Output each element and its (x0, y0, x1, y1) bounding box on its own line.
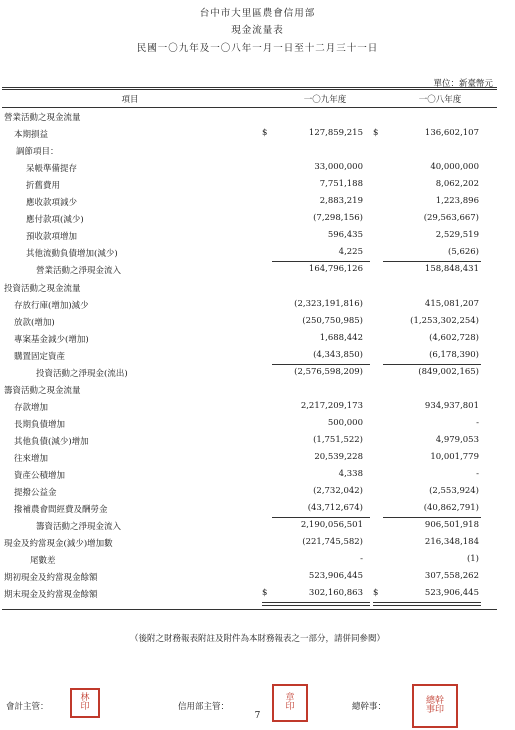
table-row (0, 418, 515, 434)
table-row (0, 571, 515, 587)
value-109: 164,796,126 (308, 264, 363, 275)
value-108: (6,178,390) (429, 349, 479, 360)
row-label: 往來增加 (14, 454, 49, 464)
general-manager-label: 總幹事： (352, 702, 387, 712)
value-109: (221,745,582) (302, 537, 363, 548)
table-row (0, 401, 515, 417)
table-row (0, 520, 515, 536)
table-row (0, 145, 515, 161)
value-109: (1,751,522) (313, 434, 363, 445)
row-label: 折舊費用 (26, 181, 61, 192)
row-label: 資產公積增加 (14, 471, 66, 482)
table-row (0, 452, 515, 468)
value-108: - (476, 417, 479, 428)
subtotal-rule (272, 517, 370, 518)
row-label: 購置固定資產 (14, 351, 66, 362)
row-label: 存放行庫(增加)減少 (14, 300, 89, 311)
table-row (0, 367, 515, 383)
currency-symbol: $ (373, 128, 379, 139)
credit-head-seal: 章 印 (272, 684, 308, 722)
row-label: 提撥公益金 (14, 488, 57, 499)
total-double-rule (262, 602, 370, 606)
currency-symbol: $ (262, 128, 268, 139)
row-label: 尾數差 (30, 556, 56, 567)
value-108: 307,558,262 (424, 571, 479, 582)
value-108: (5,626) (448, 247, 479, 258)
credit-head-label: 信用部主管： (178, 702, 230, 712)
value-109: (7,298,156) (313, 213, 363, 224)
value-108: 4,979,053 (435, 434, 479, 445)
row-label: 預收款項增加 (26, 232, 78, 243)
value-108: 1,223,896 (435, 196, 479, 207)
value-109: (2,323,191,816) (294, 298, 363, 309)
row-label: 存款增加 (14, 402, 49, 413)
row-label: 籌資活動之淨現金流入 (36, 522, 122, 533)
page-number: 7 (254, 711, 261, 721)
value-108: - (476, 469, 479, 480)
row-label: 撥補農會間經費及酬勞金 (14, 505, 108, 516)
table-row (0, 333, 515, 349)
value-108: (2,553,924) (429, 486, 479, 497)
row-label: 期初現金及約當現金餘額 (4, 573, 98, 584)
accountant-seal: 林 印 (70, 688, 100, 718)
value-108: (849,002,165) (418, 366, 479, 377)
value-109: (43,712,674) (307, 503, 363, 514)
row-label: 現金及約當現金(減少)增加數 (4, 539, 113, 550)
row-label: 營業活動之現金流量 (4, 113, 81, 123)
table-row (0, 264, 515, 280)
value-108: 158,848,431 (424, 264, 479, 275)
statement-title: 現金流量表 (231, 25, 284, 36)
table-row (0, 316, 515, 332)
header-bottom-rule (2, 107, 497, 108)
value-108: 40,000,000 (430, 162, 479, 173)
value-109: 500,000 (327, 417, 363, 428)
value-109: (4,343,850) (313, 349, 363, 360)
value-108: (1,253,302,254) (410, 315, 479, 326)
currency-symbol: $ (262, 588, 268, 599)
table-row (0, 554, 515, 570)
row-label: 呆帳準備提存 (26, 164, 78, 175)
row-label: 調節項目： (16, 147, 59, 158)
value-109: 523,906,445 (308, 571, 363, 582)
value-109: 20,539,228 (314, 452, 363, 462)
value-109: 4,225 (338, 247, 363, 258)
value-109: 596,435 (327, 230, 363, 241)
value-108: 10,001,779 (430, 452, 479, 462)
value-108: (29,563,667) (423, 213, 479, 224)
value-108: 216,348,184 (424, 537, 479, 548)
row-label: 籌資活動之現金流量 (4, 385, 81, 396)
row-label: 營業活動之淨現金流入 (36, 266, 122, 277)
table-row (0, 111, 515, 127)
table-row (0, 282, 515, 298)
value-109: (2,576,598,209) (294, 366, 363, 377)
table-row (0, 537, 515, 553)
value-109: 302,160,863 (308, 588, 363, 599)
col-header-109: 一〇九年度 (303, 95, 347, 105)
row-label: 放款(增加) (14, 317, 55, 328)
value-109: - (360, 554, 363, 565)
row-label: 專案基金減少(增加) (14, 334, 89, 345)
table-row (0, 435, 515, 451)
subtotal-rule (383, 261, 481, 262)
statement-period: 民國一〇九年及一〇八年一月一日至十二月三十一日 (136, 43, 379, 54)
table-row (0, 179, 515, 195)
row-label: 本期損益 (14, 130, 49, 141)
table-row (0, 230, 515, 246)
value-109: 7,751,188 (319, 179, 363, 190)
value-109: 2,190,056,501 (300, 520, 363, 531)
value-108: 8,062,202 (435, 179, 479, 190)
table-row (0, 486, 515, 502)
value-109: 127,859,215 (308, 128, 363, 139)
table-row (0, 299, 515, 315)
row-label: 其他流動負債增加(減少) (26, 249, 118, 260)
row-label: 投資活動之淨現金(流出) (36, 368, 128, 379)
value-109: 2,217,209,173 (300, 400, 363, 411)
value-109: 1,688,442 (319, 332, 363, 343)
table-row (0, 162, 515, 178)
org-name: 台中市大里區農會信用部 (199, 8, 316, 19)
table-row (0, 469, 515, 485)
subtotal-rule (272, 364, 370, 365)
currency-symbol: $ (373, 588, 379, 599)
value-108: 523,906,445 (424, 588, 479, 599)
table-row (0, 196, 515, 212)
value-108: 2,529,519 (435, 230, 479, 241)
col-header-108: 一〇八年度 (418, 95, 462, 105)
value-108: 906,501,918 (424, 520, 479, 531)
row-label: 應收款項減少 (26, 198, 78, 209)
row-label: 期末現金及約當現金餘額 (4, 590, 98, 601)
value-109: 4,338 (338, 469, 363, 480)
subtotal-rule (383, 364, 481, 365)
unit-label: 單位：新臺幣元 (433, 79, 493, 89)
value-108: (1) (466, 554, 479, 565)
col-header-item: 項目 (121, 95, 139, 105)
table-top-rule (2, 87, 497, 90)
table-row (0, 384, 515, 400)
subtotal-rule (272, 261, 370, 262)
row-label: 長期負債增加 (14, 419, 66, 430)
table-row (0, 128, 515, 144)
value-109: (250,750,985) (302, 315, 363, 326)
accountant-label: 會計主管： (6, 702, 49, 712)
table-bottom-rule (2, 609, 497, 610)
value-109: 2,883,219 (319, 196, 363, 207)
value-108: (40,862,791) (423, 503, 479, 514)
row-label: 投資活動之現金流量 (4, 283, 81, 294)
value-108: (4,602,728) (429, 332, 479, 343)
total-double-rule (373, 602, 481, 606)
general-manager-seal: 總幹 事印 (412, 684, 458, 728)
value-108: 136,602,107 (424, 128, 479, 139)
footnote: （後附之財務報表附註及附件為本財務報表之一部分，請併同參閱） (129, 634, 385, 644)
row-label: 應付款項(減少) (26, 215, 84, 226)
table-row (0, 213, 515, 229)
subtotal-rule (383, 517, 481, 518)
value-108: 934,937,801 (424, 400, 479, 411)
value-109: (2,732,042) (313, 486, 363, 497)
value-108: 415,081,207 (424, 298, 479, 309)
value-109: 33,000,000 (314, 162, 363, 173)
row-label: 其他負債(減少)增加 (14, 436, 89, 447)
